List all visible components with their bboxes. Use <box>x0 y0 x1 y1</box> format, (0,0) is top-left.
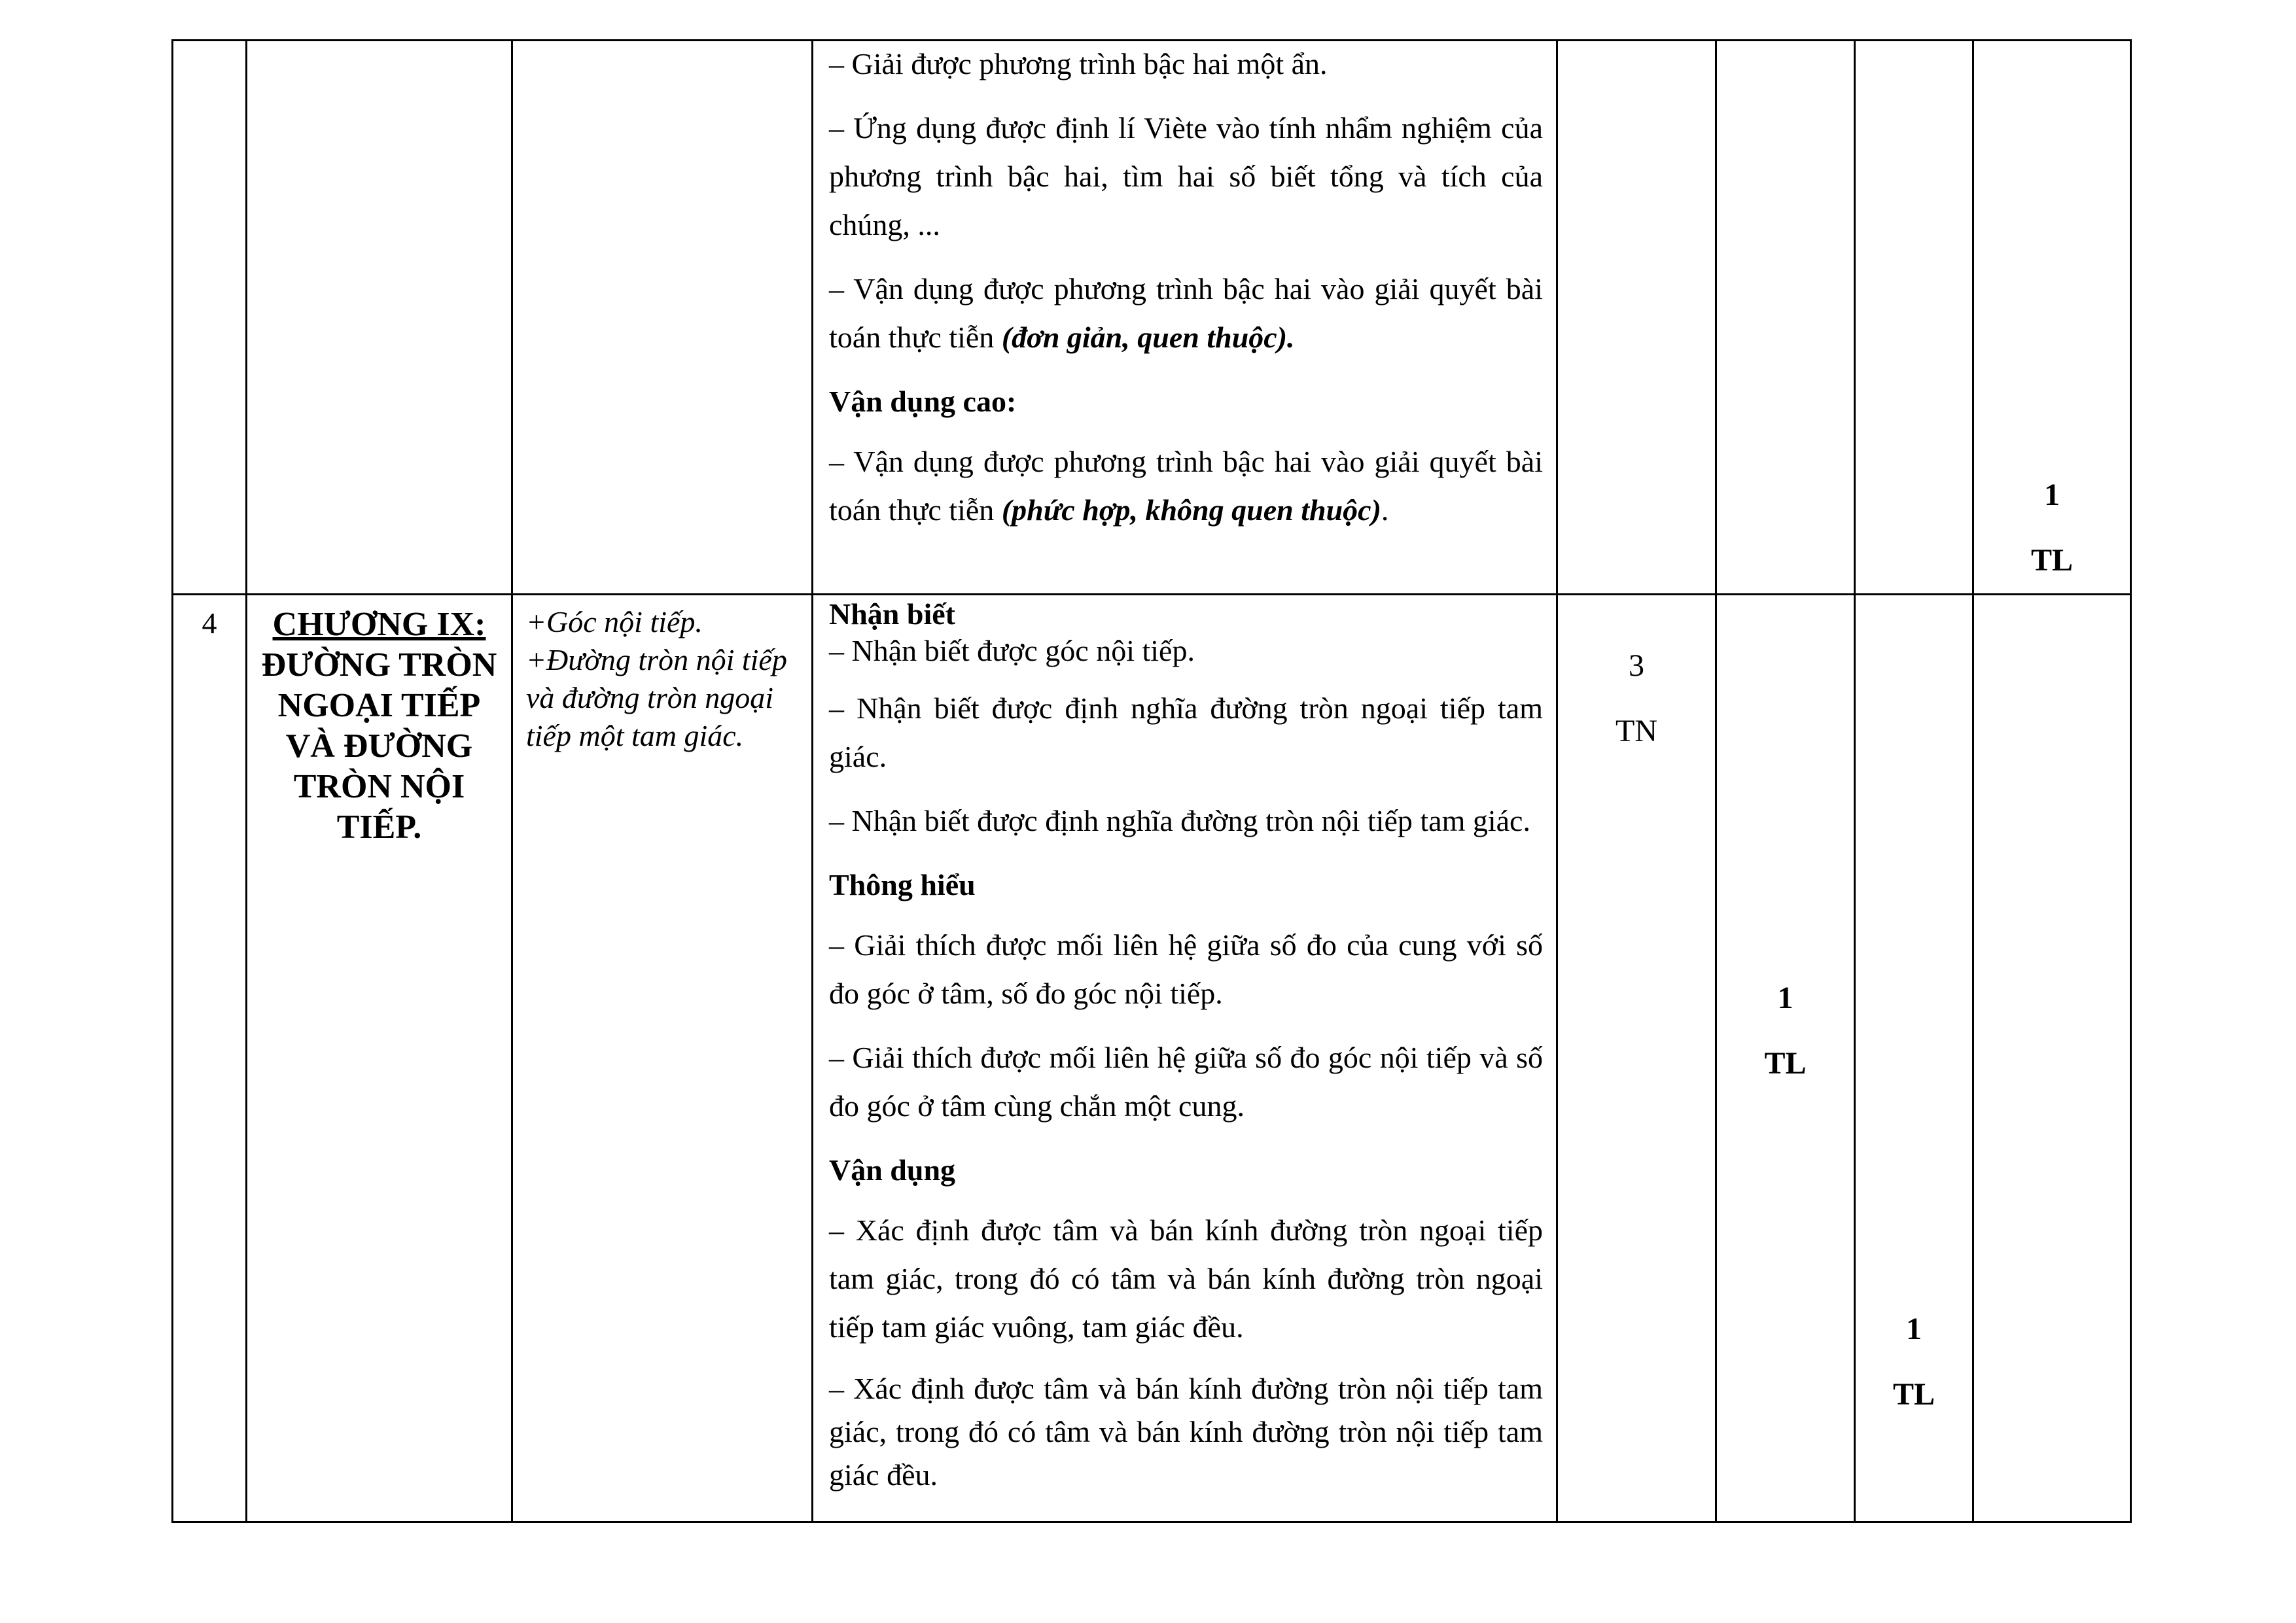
requirement-item: – Xác định được tâm và bán kính đường tròn ngoại tiếp tam giác, trong đó có tâm và bán kính đường tròn ngoại tiếp tam giác vuông, tam giác đều. <box>829 1213 1543 1344</box>
stt-cell <box>173 41 247 595</box>
question-form: TN <box>1616 714 1657 748</box>
question-count: 1 <box>1906 1312 1922 1346</box>
requirement-item: – Ứng dụng được định lí Viète vào tính nhẩm nghiệm của phương trình bậc hai, tìm hai số biết tổng và tích của chúng, ... <box>829 111 1543 241</box>
van-dung-cao-cell <box>1973 41 2131 595</box>
requirements-cell <box>813 595 1557 1522</box>
requirement-item: – Vận dụng được phương trình bậc hai vào giải quyết bài toán thực tiễn (phức hợp, không quen thuộc). <box>829 445 1543 527</box>
van-dung-cell <box>1855 595 1973 1522</box>
requirement-item: – Nhận biết được định nghĩa đường tròn nội tiếp tam giác. <box>829 804 1530 837</box>
level-heading: Nhận biết <box>829 597 955 631</box>
content-cell <box>512 41 813 595</box>
requirement-item: – Vận dụng được phương trình bậc hai vào giải quyết bài toán thực tiễn (đơn giản, quen thuộc). <box>829 272 1543 354</box>
table-row <box>173 595 2131 1522</box>
content-item: +Đường tròn nội tiếp và đường tròn ngoại tiếp một tam giác. <box>526 643 787 752</box>
table-row <box>173 41 2131 595</box>
requirement-item: – Nhận biết được góc nội tiếp. <box>829 634 1195 667</box>
question-matrix-table <box>171 39 2132 1523</box>
chapter-label: CHƯƠNG IX: <box>272 606 486 643</box>
requirement-item: – Nhận biết được định nghĩa đường tròn ngoại tiếp tam giác. <box>829 691 1543 773</box>
nhan-biet-cell <box>1557 41 1716 595</box>
level-heading: Vận dụng cao: <box>829 385 1017 418</box>
level-heading: Thông hiểu <box>829 868 976 901</box>
requirement-item: – Giải thích được mối liên hệ giữa số đo của cung với số đo góc ở tâm, số đo góc nội tiếp. <box>829 928 1543 1010</box>
requirement-item: – Giải thích được mối liên hệ giữa số đo góc nội tiếp và số đo góc ở tâm cùng chắn một cung. <box>829 1041 1543 1123</box>
requirement-item: – Giải được phương trình bậc hai một ẩn. <box>829 47 1328 80</box>
content-item: +Góc nội tiếp. <box>526 605 703 638</box>
thong-hieu-cell <box>1716 41 1855 595</box>
nhan-biet-cell <box>1557 595 1716 1522</box>
content-cell <box>512 595 813 1522</box>
stt-cell: 4 <box>173 595 247 1522</box>
question-count: 1 <box>1777 981 1793 1015</box>
van-dung-cell <box>1855 41 1973 595</box>
requirement-item: – Xác định được tâm và bán kính đường tròn nội tiếp tam giác, trong đó có tâm và bán kính đường tròn nội tiếp tam giác đều. <box>829 1372 1543 1492</box>
question-form: TL <box>1892 1377 1935 1412</box>
topic-cell <box>247 595 512 1522</box>
thong-hieu-cell <box>1716 595 1855 1522</box>
question-form: TL <box>2030 543 2074 578</box>
level-heading: Vận dụng <box>829 1153 956 1187</box>
chapter-title: ĐƯỜNG TRÒN NGOẠI TIẾP VÀ ĐƯỜNG TRÒN NỘI TIẾP. <box>261 646 497 846</box>
requirements-cell <box>813 41 1557 595</box>
van-dung-cao-cell <box>1973 595 2131 1522</box>
question-count: 1 <box>2044 478 2060 512</box>
question-form: TL <box>1764 1046 1807 1081</box>
question-count: 3 <box>1629 648 1644 683</box>
topic-cell <box>247 41 512 595</box>
